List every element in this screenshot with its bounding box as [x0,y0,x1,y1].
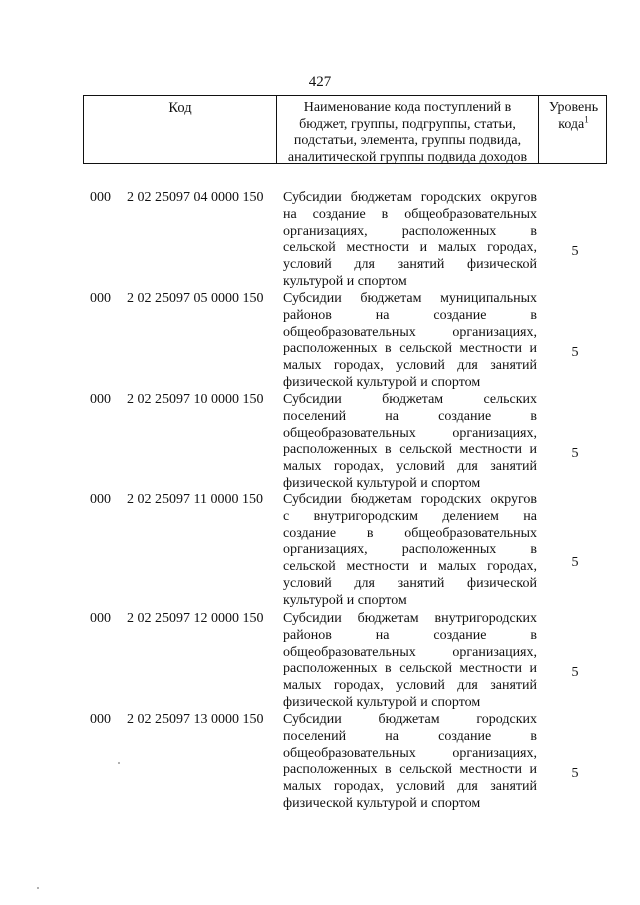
row-name-line: условий для занятий физической [283,575,537,591]
row-name-line: организациях, расположенных в [283,542,537,558]
row-prefix: 000 [90,492,111,507]
row-name-line: с внутригородским делением на [283,508,537,524]
row-level: 5 [571,665,579,681]
row-name-line: малых городах, условий для занятий [283,459,537,475]
row-name-line: Субсидии бюджетам городских округов [283,190,537,205]
row-prefix: 000 [90,190,111,205]
header-name-line: аналитической группы подвида доходов [287,149,528,165]
row-name-line: условий для занятий физической [283,257,537,273]
row-prefix: 000 [90,712,111,727]
row-name-line: общеобразовательных организациях, [283,745,537,761]
table-header [83,95,607,164]
scan-speck [118,762,120,764]
header-name-line: бюджет, группы, подгруппы, статьи, [299,116,516,132]
header-name-column [277,96,539,163]
row-name-line: районов на создание в [283,307,537,323]
row-name-line: Субсидии бюджетам сельских [283,392,537,407]
row-name [283,190,537,291]
row-name-line: создание в общеобразовательных [283,525,537,541]
row-name-line: сельской местности и малых городах, [283,559,537,575]
row-name-line: расположенных в сельской местности и [283,762,537,778]
row-code: 2 02 25097 13 0000 150 [127,712,264,727]
row-name [283,712,537,813]
row-name-line: малых городах, условий для занятий [283,678,537,694]
row-name-line: организациях, расположенных в [283,223,537,239]
row-name-line: расположенных в сельской местности и [283,442,537,458]
footnote-marker: 1 [584,113,589,124]
row-code: 2 02 25097 11 0000 150 [127,492,263,507]
row-name-line: общеобразовательных организациях, [283,425,537,441]
row-name-line: на создание в общеобразовательных [283,206,537,222]
scan-speck [37,887,39,889]
row-level: 5 [571,345,579,361]
row-code: 2 02 25097 12 0000 150 [127,611,264,626]
row-name-line: малых городах, условий для занятий [283,358,537,374]
row-name [283,611,537,712]
row-name-line: Субсидии бюджетам городских [283,712,537,727]
row-code: 2 02 25097 10 0000 150 [127,392,264,407]
row-name-line: Субсидии бюджетам городских округов [283,492,537,507]
page-number: 427 [308,74,332,90]
row-name-line: расположенных в сельской местности и [283,341,537,357]
header-level-line1: Уровень [548,100,599,115]
row-code: 2 02 25097 05 0000 150 [127,291,264,306]
row-name-line: сельской местности и малых городах, [283,240,537,256]
row-name-line: культурой и спортом [283,273,407,289]
header-level-text: кода [558,116,585,132]
row-name-line: поселений на создание в [283,728,537,744]
header-level-line2 [539,113,608,134]
row-level: 5 [571,244,579,260]
header-name-line: Наименование кода поступлений в [303,100,512,115]
header-code-label: Код [168,100,192,116]
row-name-line: районов на создание в [283,627,537,643]
row-name-line: общеобразовательных организациях, [283,644,537,660]
row-level: 5 [571,766,579,782]
row-name-line: физической культурой и спортом [283,475,481,491]
row-level: 5 [571,554,579,570]
row-name-line: общеобразовательных организациях, [283,324,537,340]
row-name-line: малых городах, условий для занятий [283,779,537,795]
header-level-column [539,96,608,163]
row-prefix: 000 [90,392,111,407]
row-name [283,291,537,392]
row-level: 5 [571,446,579,462]
row-name-line: поселений на создание в [283,408,537,424]
row-code: 2 02 25097 04 0000 150 [127,190,264,205]
row-prefix: 000 [90,291,111,306]
row-name-line: Субсидии бюджетам муниципальных [283,291,537,306]
header-name-line: подстатьи, элемента, группы подвида, [293,133,522,148]
header-code-column [84,96,277,163]
row-name-line: Субсидии бюджетам внутригородских [283,611,537,626]
row-name-line: культурой и спортом [283,592,407,608]
row-prefix: 000 [90,611,111,626]
row-name-line: физической культурой и спортом [283,374,481,390]
row-name [283,392,537,493]
row-name-line: расположенных в сельской местности и [283,661,537,677]
row-name [283,492,537,610]
row-name-line: физической культурой и спортом [283,795,481,811]
row-name-line: физической культурой и спортом [283,694,481,710]
